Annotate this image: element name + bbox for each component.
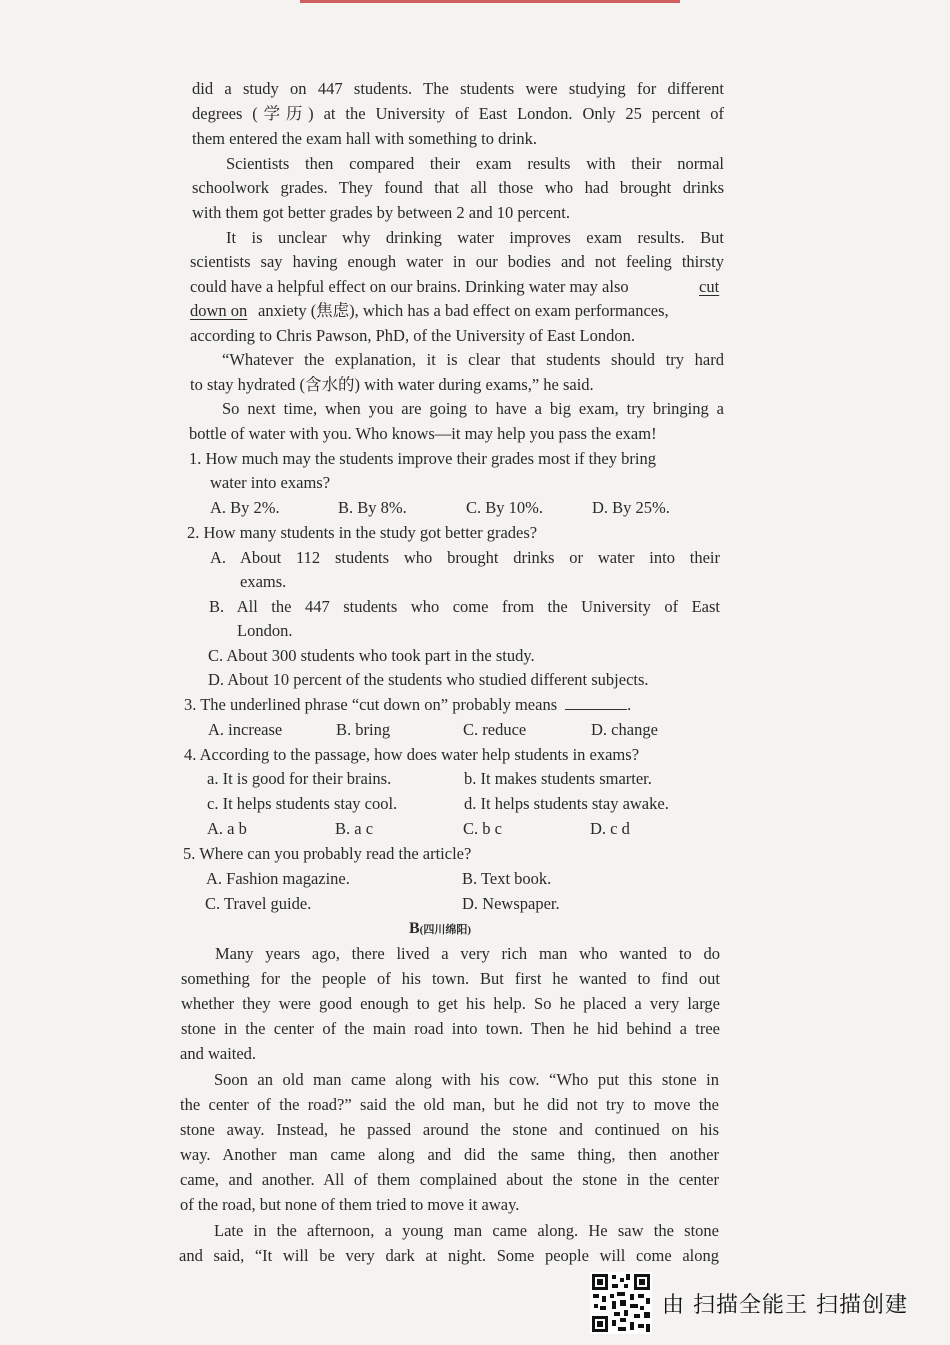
answer-blank[interactable] xyxy=(565,695,627,710)
q3-stem-end: . xyxy=(627,695,632,714)
passage-line: degrees (学历) at the University of East London. Only 25 percent of xyxy=(192,104,724,123)
passage-line: anxiety (焦虑), which has a bad effect on exam performances, xyxy=(258,301,669,320)
q4-statement-b: b. It makes students smarter. xyxy=(464,769,652,788)
q5-option-c[interactable]: C. Travel guide. xyxy=(205,894,312,913)
q3-option-b[interactable]: B. bring xyxy=(336,720,391,739)
underlined-phrase: cut xyxy=(699,277,720,296)
q5-option-b[interactable]: B. Text book. xyxy=(462,869,552,888)
question-4-stem: 4. According to the passage, how does water help students in exams? xyxy=(184,745,640,764)
q4-option-a[interactable]: A. a b xyxy=(207,819,247,838)
section-b-heading xyxy=(380,918,500,941)
passage-line: “Whatever the explanation, it is clear that students should try hard xyxy=(222,350,724,369)
scanner-credit-text: 由 扫描全能王 扫描创建 xyxy=(662,1293,908,1318)
q4-statement-a: a. It is good for their brains. xyxy=(207,769,392,788)
passage-b-line: whether they were good enough to get his help. So he placed a very large xyxy=(181,994,720,1013)
q5-option-d[interactable]: D. Newspaper. xyxy=(462,894,560,913)
passage-b-line: way. Another man came along and did the same thing, then another xyxy=(180,1145,719,1164)
passage-b-line: and waited. xyxy=(180,1044,257,1063)
q4-option-d[interactable]: D. c d xyxy=(590,819,630,838)
q2-option-a-cont: exams. xyxy=(240,572,287,591)
passage-line: with them got better grades by between 2 and 10 percent. xyxy=(192,203,571,222)
passage-b-line: came, and another. All of them complained about the stone in the center xyxy=(180,1170,719,1189)
q4-statement-c: c. It helps students stay cool. xyxy=(207,794,398,813)
q1-option-b[interactable]: B. By 8%. xyxy=(338,498,407,517)
q1-option-d[interactable]: D. By 25%. xyxy=(592,498,670,517)
q3-option-d[interactable]: D. change xyxy=(591,720,658,739)
q2-option-c[interactable]: C. About 300 students who took part in the study. xyxy=(208,646,535,665)
passage-line: could have a helpful effect on our brains. Drinking water may also xyxy=(190,277,629,296)
passage-b-line: the center of the road?” said the old man, but he did not try to move the xyxy=(180,1095,719,1114)
passage-line: Scientists then compared their exam results with their normal xyxy=(226,154,724,173)
question-1-stem: water into exams? xyxy=(210,473,331,492)
section-letter: B xyxy=(409,920,420,937)
q1-option-a[interactable]: A. By 2%. xyxy=(210,498,280,517)
passage-line: So next time, when you are going to have a big exam, try bringing a xyxy=(222,399,724,418)
q4-option-c[interactable]: C. b c xyxy=(463,819,502,838)
underlined-phrase: down on xyxy=(190,301,248,320)
passage-b-line: of the road, but none of them tried to move it away. xyxy=(180,1195,520,1214)
qr-code-icon xyxy=(590,1272,652,1334)
passage-b-line: stone in the center of the main road into town. Then he hid behind a tree xyxy=(181,1019,720,1038)
passage-b-line: and said, “It will be very dark at night. Some people will come along xyxy=(179,1246,719,1265)
question-3-stem xyxy=(184,694,631,716)
passage-line: scientists say having enough water in our bodies and not feeling thirsty xyxy=(190,252,724,271)
q1-option-c[interactable]: C. By 10%. xyxy=(466,498,544,517)
question-1-stem: 1. How much may the students improve their grades most if they bring xyxy=(189,449,656,468)
passage-line: did a study on 447 students. The students were studying for different xyxy=(192,79,724,98)
passage-line: schoolwork grades. They found that all those who had brought drinks xyxy=(192,178,724,197)
q2-option-b-cont: London. xyxy=(237,621,293,640)
passage-line: according to Chris Pawson, PhD, of the University of East London. xyxy=(190,326,635,345)
q2-option-d[interactable]: D. About 10 percent of the students who studied different subjects. xyxy=(208,670,649,689)
q4-option-b[interactable]: B. a c xyxy=(335,819,374,838)
q2-option-a[interactable]: A. About 112 students who brought drinks or water into their xyxy=(210,548,720,567)
passage-b-line: Many years ago, there lived a very rich man who wanted to do xyxy=(215,944,720,963)
passage-b-line: something for the people of his town. But first he wanted to find out xyxy=(181,969,720,988)
q3-option-c[interactable]: C. reduce xyxy=(463,720,527,739)
passage-line: them entered the exam hall with something to drink. xyxy=(192,129,538,148)
passage-b-line: Late in the afternoon, a young man came along. He saw the stone xyxy=(214,1221,719,1240)
q3-option-a[interactable]: A. increase xyxy=(208,720,283,739)
q4-statement-d: d. It helps students stay awake. xyxy=(464,794,669,813)
section-source: (四川绵阳) xyxy=(419,924,471,936)
q3-stem-text: 3. The underlined phrase “cut down on” probably means xyxy=(184,695,558,714)
passage-b-line: Soon an old man came along with his cow. “Who put this stone in xyxy=(214,1070,719,1089)
scanner-watermark xyxy=(590,1272,940,1334)
question-2-stem: 2. How many students in the study got better grades? xyxy=(187,523,538,542)
passage-line: to stay hydrated (含水的) with water during exams,” he said. xyxy=(190,375,594,394)
q2-option-b[interactable]: B. All the 447 students who come from the University of East xyxy=(209,597,720,616)
question-5-stem: 5. Where can you probably read the article? xyxy=(183,844,472,863)
passage-line: It is unclear why drinking water improves exam results. But xyxy=(226,228,724,247)
passage-line: bottle of water with you. Who knows—it may help you pass the exam! xyxy=(189,424,657,443)
q5-option-a[interactable]: A. Fashion magazine. xyxy=(206,869,350,888)
passage-b-line: stone away. Instead, he passed around the stone and continued on his xyxy=(180,1120,719,1139)
